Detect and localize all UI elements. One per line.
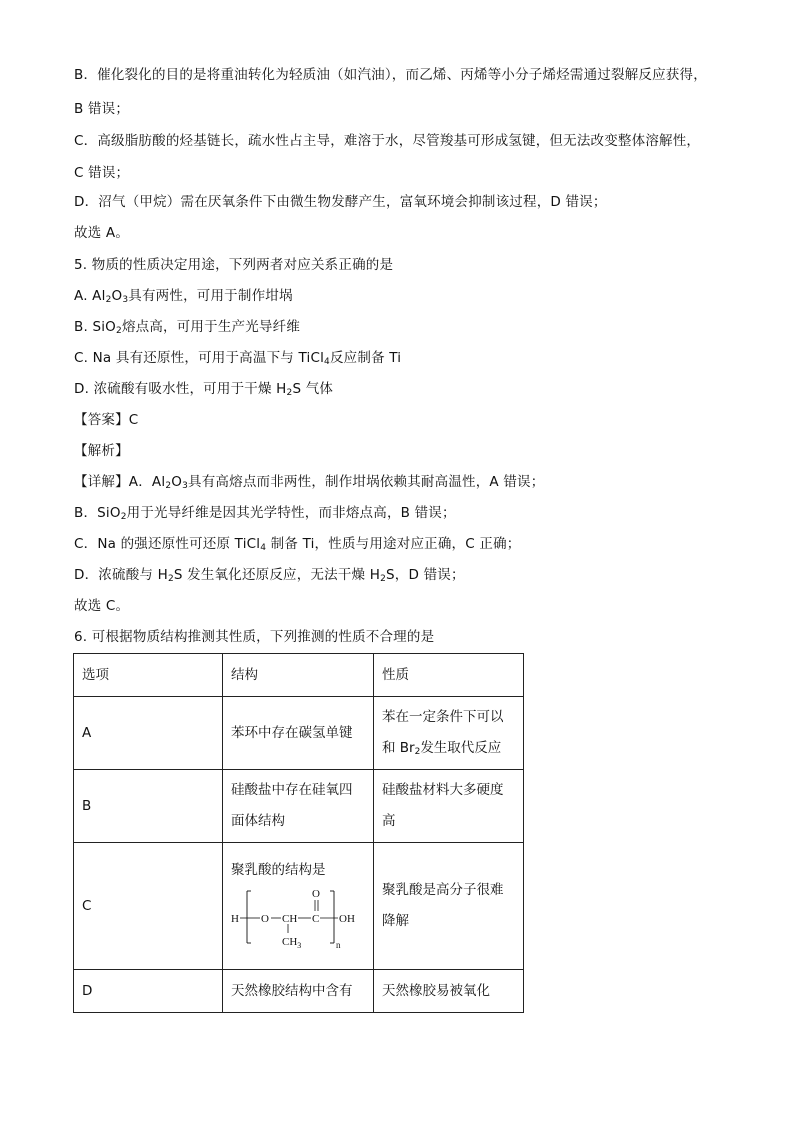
structure-b-line1: 硅酸盐中存在硅氧四 [230, 782, 353, 798]
formula-ch3: $CH_3$ [281, 936, 302, 950]
cell-property-b [373, 770, 523, 843]
property-b-line2: 高 [381, 813, 396, 829]
cell-structure-c [222, 843, 373, 970]
property-b-line1: 硅酸盐材料大多硬度 [381, 782, 504, 798]
prev-c-line1: C．高级脂肪酸的烃基链长，疏水性占主导，难溶于水，尽管羧基可形成氢键，但无法改变整体溶解性， [74, 133, 701, 149]
header-structure: 结构 [222, 654, 373, 697]
q5-option-a: A. $Al_2O_3$具有两性，可用于制作坩埚 [74, 288, 293, 305]
prev-b-line2: B 错误； [74, 101, 130, 117]
structure-b-line2: 面体结构 [230, 813, 285, 829]
q5-detail-a: 【详解】A．$Al_2O_3$具有高熔点而非两性，制作坩埚依赖其耐高温性，A 错误； [74, 474, 545, 491]
table-row-b [74, 770, 524, 843]
header-property: 性质 [373, 654, 523, 697]
cell-option-a: A [74, 697, 223, 770]
formula-o: O [260, 913, 269, 925]
q5-detail-d: D．浓硫酸与 $H_2S$ 发生氧化还原反应，无法干燥 $H_2S$，D 错误； [74, 567, 465, 584]
q5-detail-b: B．SiO$_2$用于光导纤维是因其光学特性，而非熔点高，B 错误； [74, 505, 456, 522]
table-row-c [74, 843, 524, 970]
formula-oh: OH [338, 913, 355, 925]
prev-b-line1: B．催化裂化的目的是将重油转化为轻质油（如汽油），而乙烯、丙烯等小分子烯烃需通过裂解反应获得， [74, 67, 707, 83]
prev-conclusion: 故选 A。 [74, 225, 130, 241]
polylactic-acid-structure-formula [231, 886, 365, 954]
formula-n: n [335, 940, 341, 950]
q6-stem: 6. 可根据物质结构推测其性质，下列推测的性质不合理的是 [74, 629, 435, 645]
formula-carbonyl-o: O [311, 888, 320, 900]
q5-analysis-label: 【解析】 [74, 443, 129, 459]
cell-property-a [373, 697, 523, 770]
property-a-line1: 苯在一定条件下可以 [381, 709, 504, 725]
cell-option-d: D [74, 970, 223, 1013]
cell-option-b: B [74, 770, 223, 843]
q5-answer: 【答案】C [74, 412, 139, 428]
property-a-line2: 和 $Br_2$发生取代反应 [381, 740, 502, 757]
property-c-line1: 聚乳酸是高分子很难 [381, 882, 504, 898]
q5-detail-c: C．Na 的强还原性可还原 TiCl$_4$ 制备 Ti，性质与用途对应正确，C 正确； [74, 536, 521, 553]
cell-structure-d: 天然橡胶结构中含有 [222, 970, 373, 1013]
property-c-line2: 降解 [381, 913, 409, 929]
formula-c: C [311, 913, 320, 925]
formula-h: H [230, 913, 239, 925]
q5-option-c: C. Na 具有还原性，可用于高温下与 TiCl$_4$反应制备 Ti [74, 350, 402, 367]
q5-conclusion: 故选 C。 [74, 598, 130, 614]
header-option: 选项 [74, 654, 223, 697]
q6-options-table [73, 653, 524, 1013]
cell-structure-a: 苯环中存在碳氢单键 [222, 697, 373, 770]
q5-stem: 5. 物质的性质决定用途，下列两者对应关系正确的是 [74, 257, 394, 273]
table-row-d [74, 970, 524, 1013]
prev-c-line2: C 错误； [74, 165, 130, 181]
prev-d-line: D．沼气（甲烷）需在厌氧条件下由微生物发酵产生，富氧环境会抑制该过程，D 错误； [74, 194, 607, 210]
structure-c-text: 聚乳酸的结构是 [230, 862, 326, 878]
formula-ch: CH [281, 913, 298, 925]
table-row-a [74, 697, 524, 770]
cell-property-d: 天然橡胶易被氧化 [373, 970, 523, 1013]
cell-option-c: C [74, 843, 223, 970]
cell-structure-b [222, 770, 373, 843]
q5-option-d: D. 浓硫酸有吸水性，可用于干燥 $H_2S$ 气体 [74, 381, 334, 398]
table-header-row [74, 654, 524, 697]
cell-property-c [373, 843, 523, 970]
q5-option-b: B. SiO$_2$熔点高，可用于生产光导纤维 [74, 319, 301, 336]
